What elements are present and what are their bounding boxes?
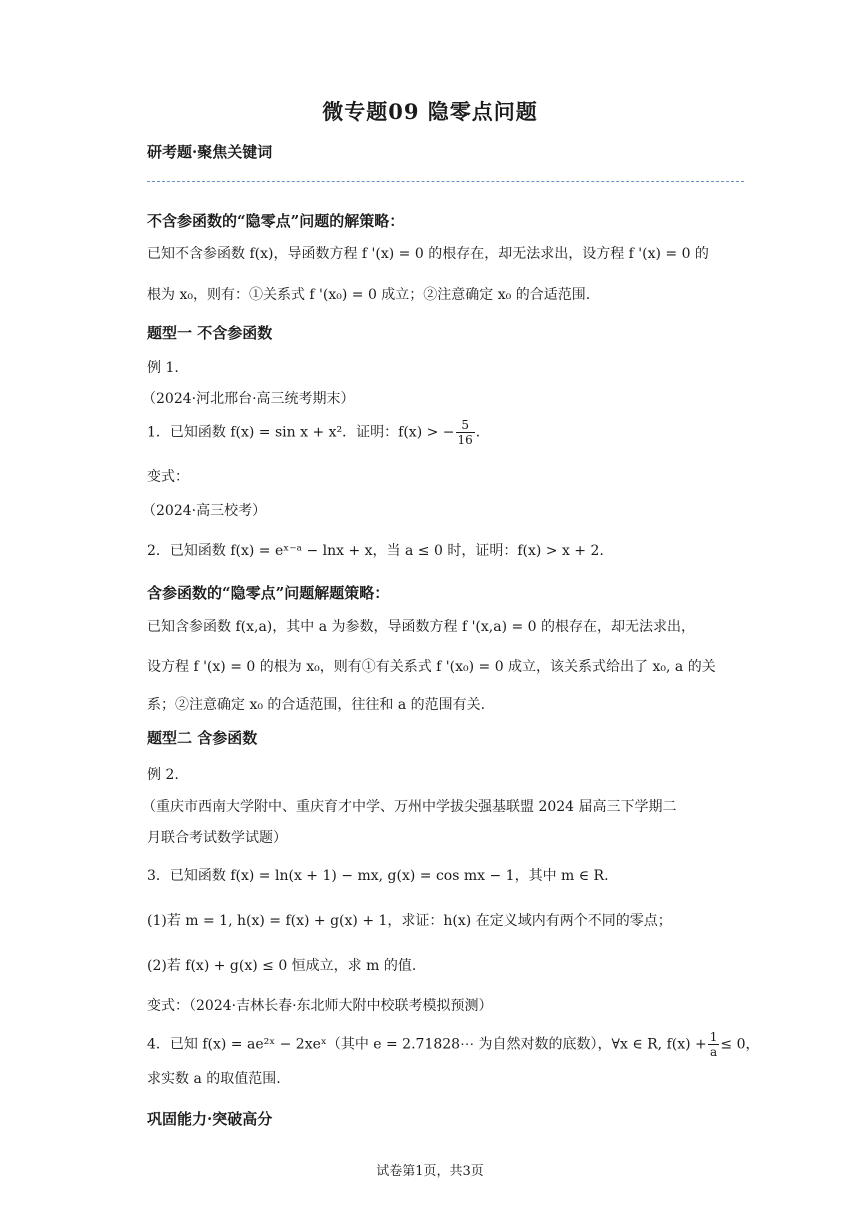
fraction-denominator: 16 (457, 433, 473, 447)
problem-2: 2．已知函数 f(x) = eˣ⁻ᵃ − lnx + x，当 a ≤ 0 时，证明：f(x) > x + 2. (147, 543, 604, 559)
type2-source-line2: 月联合考试数学试题） (147, 830, 287, 846)
section1-line2: 根为 x₀，则有：①关系式 f '(x₀) = 0 成立；②注意确定 x₀ 的合适范围. (147, 287, 591, 303)
section1-line1: 已知不含参函数 f(x)，导函数方程 f '(x) = 0 的根存在，却无法求出，设方程 f '(x) = 0 的 (147, 246, 709, 262)
problem-4-end: ≤ 0， (720, 1036, 760, 1053)
section2-line3: 系；②注意确定 x₀ 的合适范围，往往和 a 的范围有关. (147, 697, 486, 713)
problem-3-part1: (1)若 m = 1, h(x) = f(x) + g(x) + 1，求证：h(x) 在定义域内有两个不同的零点； (147, 913, 672, 929)
fraction-numerator: 5 (456, 418, 475, 433)
section2-line2: 设方程 f '(x) = 0 的根为 x₀，则有①有关系式 f '(x₀) = 0 成立，该关系式给出了 x₀, a 的关 (147, 659, 716, 675)
problem-1-end: . (475, 424, 481, 441)
type1-variant: 变式： (147, 469, 189, 485)
fraction-numerator: 1 (709, 1030, 718, 1044)
section2-line1: 已知含参函数 f(x,a)，其中 a 为参数，导函数方程 f '(x,a) = 0 的根存在，却无法求出， (147, 619, 696, 635)
type1-source2: （2024·高三校考） (142, 503, 267, 519)
fraction (708, 1030, 720, 1059)
subtitle: 研考题·聚焦关键词 (147, 143, 273, 161)
section1-heading: 不含参函数的“隐零点”问题的解策略： (147, 212, 405, 230)
fraction (456, 418, 475, 447)
problem-3: 3．已知函数 f(x) = ln(x + 1) − mx, g(x) = cos mx − 1，其中 m ∈ R. (147, 868, 609, 884)
problem-4-text: 4．已知 f(x) = ae²ˣ − 2xeˣ（其中 e = 2.71828⋯ 为自然对数的底数），∀x ∈ R, f(x) + (147, 1036, 707, 1053)
problem-1 (147, 418, 480, 447)
type1-example: 例 1. (147, 360, 179, 376)
problem-3-part2: (2)若 f(x) + g(x) ≤ 0 恒成立，求 m 的值. (147, 958, 417, 974)
type1-heading: 题型一 不含参函数 (147, 324, 273, 342)
section3-heading: 巩固能力·突破高分 (147, 1110, 273, 1128)
page-title: 微专题09 隐零点问题 (322, 99, 538, 124)
problem-4 (147, 1030, 760, 1059)
page-footer: 试卷第1页，共3页 (376, 1164, 484, 1179)
type2-source-line1: （重庆市西南大学附中、重庆育才中学、万州中学拔尖强基联盟 2024 届高三下学期二 (142, 799, 677, 815)
type2-example: 例 2. (147, 767, 179, 783)
problem-1-text: 1．已知函数 f(x) = sin x + x²．证明：f(x) > − (147, 424, 455, 441)
problem-4-line2: 求实数 a 的取值范围. (147, 1071, 281, 1087)
type2-variant: 变式：（2024·吉林长春·东北师大附中校联考模拟预测） (147, 998, 493, 1014)
section2-heading: 含参函数的“隐零点”问题解题策略： (147, 584, 390, 602)
type1-source1: （2024·河北邢台·高三统考期末） (142, 391, 355, 407)
dashed-divider (147, 181, 744, 182)
fraction-denominator: a (710, 1045, 718, 1059)
type2-heading: 题型二 含参函数 (147, 729, 258, 747)
